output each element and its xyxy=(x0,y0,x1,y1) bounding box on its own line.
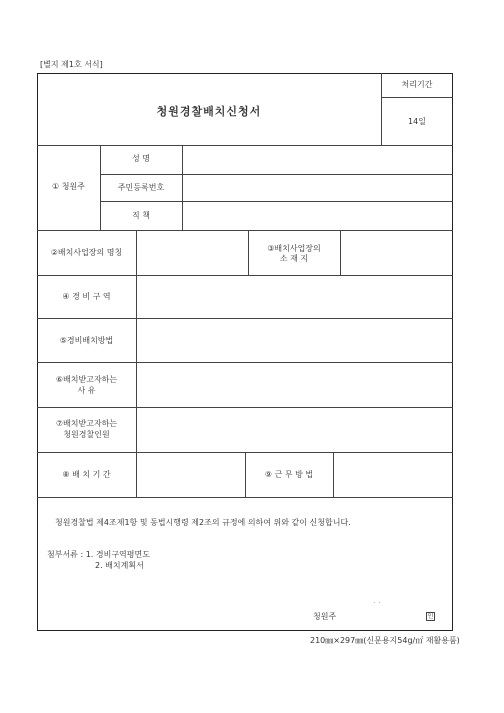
signer-label: 청원주 xyxy=(313,612,337,621)
divider xyxy=(136,230,137,497)
divider xyxy=(37,275,453,276)
name-label: 성 명 xyxy=(132,154,150,163)
form-number-label: [별지 제1호 서식] xyxy=(40,60,103,69)
attachments-list: 첨부서류 : 1. 경비구역평면도 xyxy=(47,550,150,559)
processing-period-label: 처리기간 xyxy=(401,80,433,89)
divider xyxy=(37,497,453,498)
seal-mark: 인 xyxy=(427,613,434,620)
divider xyxy=(37,407,453,408)
reason-label: ⑥배치받고자하는 xyxy=(55,375,118,384)
work-method-label: ⑨ 근 무 방 법 xyxy=(264,470,314,479)
form-title: 청원경찰배치신청서 xyxy=(156,105,262,118)
guard-area-label: ④ 경 비 구 역 xyxy=(62,292,111,301)
divider xyxy=(37,318,453,319)
guard-method-label: ⑤경비배치방법 xyxy=(59,336,114,345)
resident-id-label: 주민등록번호 xyxy=(117,183,165,192)
divider xyxy=(37,230,453,231)
paper-spec-footer: 210㎜×297㎜(신문용지54g/㎡ 재활용품) xyxy=(310,636,460,645)
officers-count-label: 청원경찰인원 xyxy=(63,430,110,439)
attachment-item: 2. 배치계획서 xyxy=(95,561,144,570)
application-statement: 청원경찰법 제4조제1항 및 동법시행령 제2조의 규정에 의하여 위와 같이 신청합니다. xyxy=(55,518,351,527)
reason-label: 사 유 xyxy=(77,386,96,395)
divider xyxy=(100,201,453,202)
divider xyxy=(333,452,334,497)
workplace-location-label: 소 재 지 xyxy=(279,254,309,263)
divider xyxy=(381,97,453,98)
divider xyxy=(37,362,453,363)
workplace-name-label: ②배치사업장의 명칭 xyxy=(50,248,123,257)
assignment-period-label: ⑧ 배 치 기 간 xyxy=(62,470,111,479)
processing-period-value: 14일 xyxy=(408,117,426,126)
divider xyxy=(100,174,453,175)
position-label: 직 책 xyxy=(132,211,150,220)
date-field: . . xyxy=(373,596,381,605)
workplace-location-label: ③배치사업장의 xyxy=(267,244,321,253)
divider xyxy=(340,230,341,275)
divider xyxy=(182,145,183,230)
applicant-section-label: ① 청원주 xyxy=(52,182,85,191)
officers-count-label: ⑦배치받고자하는 xyxy=(55,419,118,428)
